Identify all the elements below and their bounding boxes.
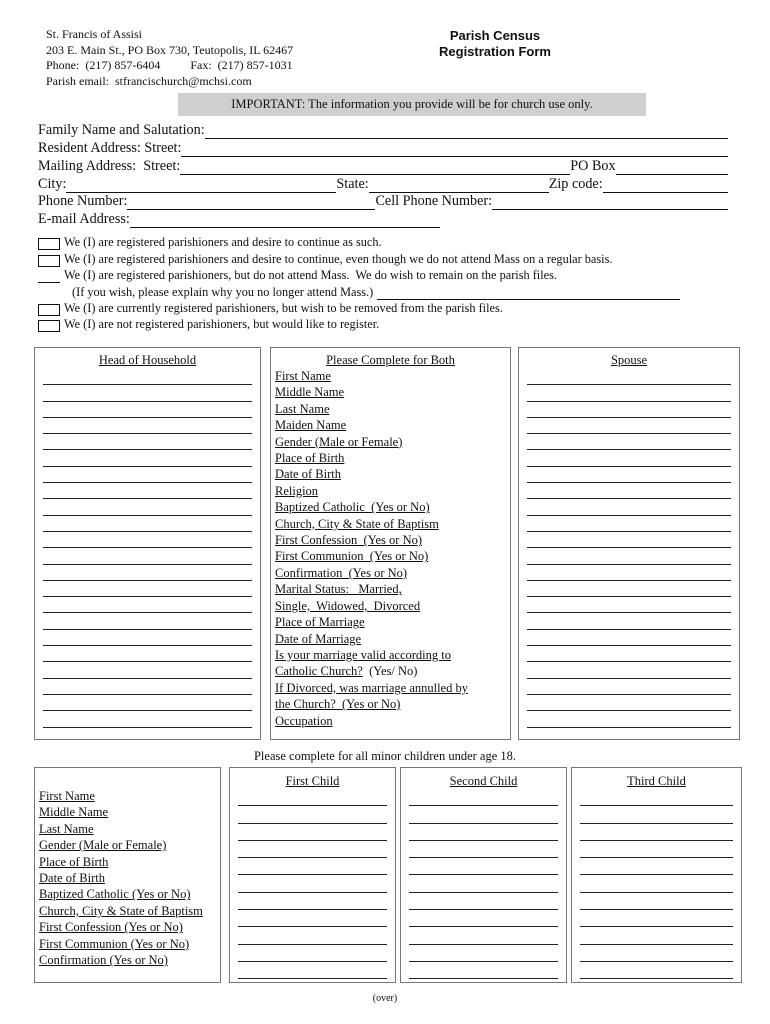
field-label: Last Name — [275, 401, 330, 416]
third-child-panel — [571, 767, 742, 983]
head-of-household-heading: Head of Household — [98, 353, 197, 367]
answer-line[interactable] — [238, 789, 387, 806]
answer-line[interactable] — [43, 679, 252, 695]
status-option-row — [38, 234, 738, 250]
field-label: First Name — [275, 369, 331, 383]
child-field-label: Gender (Male or Female) — [39, 838, 167, 853]
spouse-fields — [519, 369, 739, 728]
status-option-label: We (I) are registered parishioners, but do not attend Mass. We do wish to remain on the parish files. — [64, 268, 557, 283]
answer-line[interactable] — [238, 858, 387, 875]
family-name-row — [38, 121, 728, 139]
second-child-panel — [400, 767, 567, 983]
answer-line[interactable] — [409, 927, 558, 944]
answer-line[interactable] — [43, 516, 252, 532]
city-input[interactable] — [66, 178, 336, 193]
third-child-heading: Third Child — [627, 774, 686, 788]
answer-line[interactable] — [527, 369, 731, 385]
answer-line[interactable] — [43, 565, 252, 581]
head-of-household-panel — [34, 347, 261, 740]
answer-line[interactable] — [409, 841, 558, 858]
child-field-label: First Communion (Yes or No) — [39, 936, 190, 951]
second-child-fields — [409, 789, 558, 979]
cell-phone-input[interactable] — [492, 195, 728, 210]
resident-address-row — [38, 139, 728, 157]
answer-line[interactable] — [527, 679, 731, 695]
answer-line[interactable] — [43, 630, 252, 646]
family-name-label: Family Name and Salutation: — [38, 121, 205, 138]
answer-line[interactable] — [409, 910, 558, 927]
answer-line[interactable] — [527, 434, 731, 450]
child-field-label: Confirmation (Yes or No) — [39, 953, 168, 968]
status-option-checkbox[interactable] — [38, 320, 60, 332]
explain-input[interactable] — [377, 287, 680, 300]
answer-line[interactable] — [409, 824, 558, 841]
answer-line[interactable] — [527, 402, 731, 418]
second-child-heading: Second Child — [449, 774, 518, 788]
status-option-row — [38, 300, 738, 316]
answer-line[interactable] — [43, 581, 252, 597]
city-label: City: — [38, 175, 67, 192]
answer-line[interactable] — [527, 548, 731, 564]
church-address-block — [46, 27, 293, 89]
status-option-checkbox[interactable] — [38, 270, 60, 283]
mailing-address-label: Mailing Address: Street: — [38, 157, 181, 174]
email-row — [38, 210, 728, 228]
field-label: First Confession (Yes or No) — [275, 533, 423, 548]
answer-line[interactable] — [527, 467, 731, 483]
answer-line[interactable] — [43, 711, 252, 727]
household-field-list — [271, 368, 510, 729]
answer-line[interactable] — [43, 613, 252, 629]
answer-line[interactable] — [238, 945, 387, 962]
page-footer-over: (over) — [372, 993, 398, 1004]
answer-line[interactable] — [43, 434, 252, 450]
church-name: St. Francis of Assisi — [46, 27, 143, 41]
status-option-label: We (I) are registered parishioners and desire to continue as such. — [64, 235, 382, 250]
field-label: Church, City & State of Baptism — [275, 516, 439, 531]
first-child-fields — [238, 789, 387, 979]
answer-line[interactable] — [580, 841, 733, 858]
answer-line[interactable] — [527, 597, 731, 613]
answer-line[interactable] — [43, 532, 252, 548]
status-option-label: We (I) are registered parishioners and desire to continue, even though we do not attend Mass on a regular basis. — [64, 251, 613, 266]
answer-line[interactable] — [238, 893, 387, 910]
answer-line[interactable] — [527, 630, 731, 646]
answer-line[interactable] — [527, 613, 731, 629]
field-label: Date of Birth — [275, 467, 341, 482]
answer-line[interactable] — [580, 789, 733, 806]
children-fields-panel — [34, 767, 221, 983]
email-label: E-mail Address: — [38, 211, 130, 228]
po-box-input[interactable] — [616, 160, 728, 175]
phone-input[interactable] — [127, 195, 375, 210]
status-options — [38, 234, 738, 332]
church-phone-fax: Phone: (217) 857-6404 Fax: (217) 857-1031 — [46, 58, 293, 72]
child-field-label: First Confession (Yes or No) — [39, 920, 183, 935]
answer-line[interactable] — [409, 962, 558, 979]
answer-line[interactable] — [580, 806, 733, 823]
answer-line[interactable] — [43, 695, 252, 711]
cell-phone-label: Cell Phone Number: — [375, 193, 493, 210]
field-label: Gender (Male or Female) — [275, 434, 403, 449]
answer-line[interactable] — [409, 945, 558, 962]
form-title — [410, 28, 580, 60]
phone-row — [38, 193, 728, 211]
field-label: Occupation — [275, 713, 333, 728]
field-label: the Church? (Yes or No) — [275, 697, 401, 712]
answer-line[interactable] — [43, 369, 252, 385]
answer-line[interactable] — [238, 910, 387, 927]
answer-line[interactable] — [527, 695, 731, 711]
resident-address-label: Resident Address: Street: — [38, 139, 182, 156]
explain-row — [38, 283, 738, 299]
church-street-address: 203 E. Main St., PO Box 730, Teutopolis, IL 62467 — [46, 42, 294, 57]
children-field-list — [35, 788, 220, 968]
answer-line[interactable] — [527, 646, 731, 662]
first-child-heading: First Child — [285, 774, 340, 788]
family-name-input[interactable] — [205, 124, 728, 139]
answer-line[interactable] — [43, 483, 252, 499]
head-of-household-fields — [35, 369, 260, 728]
child-field-label: Middle Name — [39, 805, 109, 820]
field-label: Baptized Catholic (Yes or No) — [275, 500, 430, 515]
child-field-label: Last Name — [39, 821, 94, 836]
answer-line[interactable] — [238, 806, 387, 823]
child-field-label: First Name — [39, 789, 95, 803]
child-field-label: Church, City & State of Baptism — [39, 903, 203, 918]
field-label: Place of Marriage — [275, 615, 365, 630]
spouse-panel — [518, 347, 740, 740]
field-label: Confirmation (Yes or No) — [275, 565, 408, 580]
field-label: Maiden Name — [275, 418, 347, 433]
field-label: Date of Marriage — [275, 631, 362, 646]
answer-line[interactable] — [527, 385, 731, 401]
answer-line[interactable] — [527, 499, 731, 515]
answer-line[interactable] — [580, 927, 733, 944]
field-label-suffix: (Yes/ No) — [362, 664, 418, 679]
third-child-fields — [580, 789, 733, 979]
answer-line[interactable] — [238, 927, 387, 944]
child-field-label: Place of Birth — [39, 854, 109, 869]
important-notice-banner: IMPORTANT: The information you provide will be for church use only. — [178, 93, 646, 116]
answer-line[interactable] — [409, 893, 558, 910]
answer-line[interactable] — [580, 858, 733, 875]
po-box-label: PO Box — [570, 157, 616, 174]
answer-line[interactable] — [580, 962, 733, 979]
answer-line[interactable] — [527, 581, 731, 597]
answer-line[interactable] — [43, 450, 252, 466]
answer-line[interactable] — [43, 499, 252, 515]
answer-line[interactable] — [527, 483, 731, 499]
answer-line[interactable] — [580, 875, 733, 892]
field-label: Catholic Church? — [275, 664, 363, 679]
answer-line[interactable] — [527, 565, 731, 581]
status-option-checkbox[interactable] — [38, 304, 60, 316]
status-option-row — [38, 316, 738, 332]
first-child-panel — [229, 767, 396, 983]
status-option-row — [38, 250, 738, 266]
mailing-address-input[interactable] — [180, 160, 570, 175]
status-option-checkbox[interactable] — [38, 255, 60, 267]
answer-line[interactable] — [238, 824, 387, 841]
answer-line[interactable] — [409, 789, 558, 806]
household-fields-panel — [270, 347, 511, 740]
answer-line[interactable] — [238, 875, 387, 892]
answer-line[interactable] — [580, 910, 733, 927]
status-option-checkbox[interactable] — [38, 238, 60, 250]
answer-line[interactable] — [43, 402, 252, 418]
answer-line[interactable] — [527, 450, 731, 466]
answer-line[interactable] — [43, 662, 252, 678]
status-option-row — [38, 267, 738, 283]
status-option-label: We (I) are currently registered parishioners, but wish to be removed from the parish files. — [64, 300, 503, 315]
answer-line[interactable] — [409, 806, 558, 823]
form-title-line-1: Parish Census — [449, 28, 541, 43]
phone-label: Phone Number: — [38, 193, 128, 210]
answer-line[interactable] — [238, 841, 387, 858]
field-label: If Divorced, was marriage annulled by — [275, 680, 468, 695]
city-state-zip-row — [38, 175, 728, 193]
field-label: First Communion (Yes or No) — [275, 549, 429, 564]
zip-label: Zip code: — [548, 175, 603, 192]
answer-line[interactable] — [527, 532, 731, 548]
family-fields — [38, 121, 728, 228]
resident-address-input[interactable] — [181, 142, 728, 157]
answer-line[interactable] — [43, 597, 252, 613]
status-option-label: We (I) are not registered parishioners, but would like to register. — [64, 317, 380, 332]
form-title-line-2: Registration Form — [439, 44, 551, 59]
field-label: Place of Birth — [275, 451, 345, 466]
spouse-heading: Spouse — [610, 353, 648, 367]
field-label: Marital Status: Married, — [275, 582, 402, 597]
answer-line[interactable] — [43, 548, 252, 564]
answer-line[interactable] — [527, 516, 731, 532]
church-email: Parish email: stfrancischurch@mchsi.com — [46, 73, 252, 88]
state-input[interactable] — [369, 178, 549, 193]
explain-label: (If you wish, please explain why you no longer attend Mass.) — [72, 284, 374, 299]
answer-line[interactable] — [43, 385, 252, 401]
children-note: Please complete for all minor children under age 18. — [253, 749, 517, 763]
answer-line[interactable] — [580, 824, 733, 841]
field-label-catholic-church — [275, 663, 510, 679]
answer-line[interactable] — [43, 646, 252, 662]
answer-line[interactable] — [527, 418, 731, 434]
child-field-label: Baptized Catholic (Yes or No) — [39, 887, 191, 902]
field-label: Middle Name — [275, 385, 345, 400]
state-label: State: — [336, 175, 369, 192]
mailing-address-row — [38, 157, 728, 175]
answer-line[interactable] — [527, 711, 731, 727]
household-fields-heading: Please Complete for Both — [326, 353, 455, 367]
answer-line[interactable] — [580, 893, 733, 910]
answer-line[interactable] — [409, 858, 558, 875]
answer-line[interactable] — [43, 418, 252, 434]
answer-line[interactable] — [238, 962, 387, 979]
email-input[interactable] — [130, 213, 440, 228]
field-label: Is your marriage valid according to — [275, 647, 451, 662]
answer-line[interactable] — [527, 662, 731, 678]
field-label: Religion — [275, 483, 319, 498]
answer-line[interactable] — [409, 875, 558, 892]
answer-line[interactable] — [580, 945, 733, 962]
child-field-label: Date of Birth — [39, 871, 105, 886]
zip-input[interactable] — [603, 178, 728, 193]
answer-line[interactable] — [43, 467, 252, 483]
field-label: Single, Widowed, Divorced — [275, 598, 421, 613]
